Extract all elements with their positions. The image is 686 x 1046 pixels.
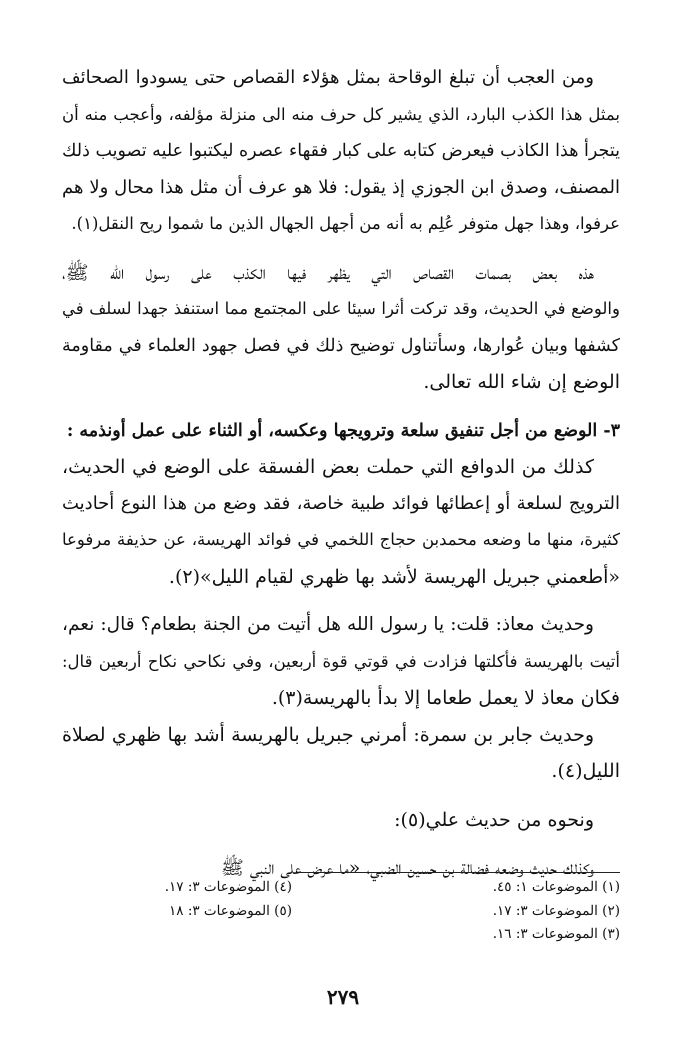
- text-line: الترويج لسلعة أو إعطائها فوائد طبية خاصة، فقد وضع من هذا النوع أحاديث: [62, 492, 620, 514]
- text-line: الليل(٤).: [551, 760, 620, 782]
- footnote: (٥) الموضوعات ٣: ١٨: [169, 902, 292, 919]
- footnotes-left-column: [62, 876, 292, 947]
- text-line: فكان معاذ لا يعمل طعاما إلا بدأ بالهريسة(٣).: [271, 687, 620, 709]
- text-line: الوضع إن شاء الله تعالى.: [423, 371, 620, 393]
- page-number: ٢٧٩: [326, 985, 360, 1009]
- text-line: أتيت بالهريسة فأكلتها فزادت في قوتي قوة أربعين، وفي نكاحي نكاح أربعين قال:: [62, 651, 620, 671]
- text-line: وحديث جابر بن سمرة: أمرني جبريل بالهريسة أشد بها ظهري لصلاة: [62, 723, 594, 746]
- text-line: عرفوا، وهذا جهل متوفر عُلِم به أنه من أجهل الجهال الذين ما شموا ريح النقل(١).: [71, 214, 620, 233]
- text-line: يتجرأ هذا الكاذب فيعرض كتابه على كبار فقهاء عصره ليكتبوا عليه تصويب ذلك: [62, 141, 620, 161]
- text-line: وكذلك حديث وضعه فضالة بن حسين الضبي، «ما عرض على النبي ﷺ: [220, 857, 594, 879]
- text-line: هذه بعض بصمات القصاص التي يظهر فيها الكذب على رسول الله ﷺ،: [62, 261, 594, 284]
- text-line: بمثل هذا الكذب البارد، الذي يشير كل حرف منه الى منزلة مؤلفه، وأعجب منه أن: [62, 104, 620, 124]
- footnote: (٢) الموضوعات ٣: ١٧.: [492, 902, 620, 919]
- text-line: كثيرة، منها ما وضعه محمدبن حجاج اللخمي في فوائد الهريسة، عن حذيفة مرفوعا: [62, 530, 620, 549]
- text-line: والوضع في الحديث، وقد تركت أثرا سيئا على المجتمع مما استنفذ جهدا لسلف في: [62, 299, 620, 318]
- text-line: المصنف، وصدق ابن الجوزي إذ يقول: فلا هو عرف أن مثل هذا محال ولا هم: [62, 176, 620, 198]
- text-line: كذلك من الدوافع التي حملت بعض الفسقة على الوضع في الحديث،: [62, 456, 594, 478]
- text-line: ومن العجب أن تبلغ الوقاحة بمثل هؤلاء القصاص حتى يسودوا الصحائف: [62, 67, 594, 88]
- body-text: [62, 60, 620, 887]
- footnote: (١) الموضوعات ١: ٤٥.: [492, 879, 620, 895]
- text-line: كشفها وبيان عُوارها، وسأتناول توضيح ذلك في فصل جهود العلماء في مقاومة: [62, 335, 620, 356]
- text-line: وحديث معاذ: قلت: يا رسول الله هل أتيت من الجنة بطعام؟ قال: نعم،: [62, 614, 594, 635]
- section-heading: ٣- الوضع من أجل تنفيق سلعة وترويجها وعكسه، أو الثناء على عمل أونذمه :: [66, 420, 620, 441]
- footnotes: [62, 872, 620, 947]
- footnote-divider: [300, 872, 620, 873]
- text-line: ونحوه من حديث علي(٥):: [394, 808, 594, 831]
- footnote: (٣) الموضوعات ٣: ١٦.: [492, 926, 620, 942]
- text-line: «أطعمني جبريل الهريسة لأشد بها ظهري لقيام الليل»(٢).: [168, 565, 620, 588]
- footnote: (٤) الموضوعات ٣: ١٧.: [164, 879, 292, 895]
- footnotes-right-column: [320, 876, 620, 947]
